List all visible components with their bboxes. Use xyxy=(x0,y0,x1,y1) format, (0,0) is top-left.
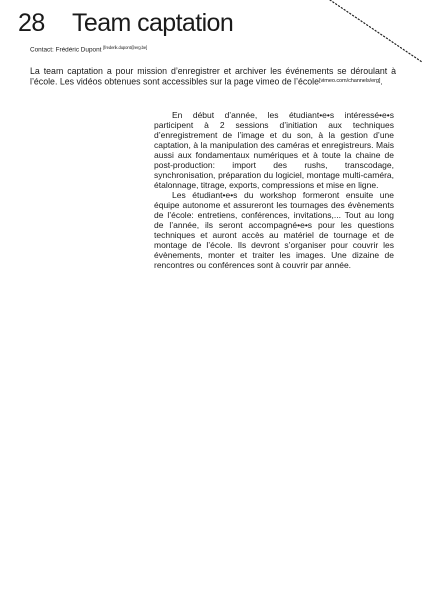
page-number: 28 xyxy=(18,9,45,37)
intro-text: La team captation a pour mission d’enregistrer et archiver les événements se déroulant à l’école. Les vidéos obtenues sont accessibles sur la page vimeo de l’école xyxy=(30,66,396,87)
contact-email: [frederik.dupont@erg.be] xyxy=(103,45,148,50)
page-title: Team captation xyxy=(72,9,234,37)
body-text-block xyxy=(154,110,394,270)
body-paragraph-1: En début d’année, les étudiant•e•s intéressé•e•s participent à 2 sessions d’initiation aux techniques d’enregistrement de l’image et du son, à la gestion d’une captation, à la manipulation des caméras et enregistreurs. Mais aussi aux fondamentaux numériques et à toute la chaine de post-production: import des rushs, transcodage, synchronisation, préparation du logiciel, montage multi-caméra, étalonnage, titrage, exports, compressions et mise en ligne. xyxy=(154,110,394,190)
contact-line xyxy=(30,44,147,55)
body-paragraph-2: Les étudiant•e•s du workshop formeront ensuite une équipe autonome et assureront les tournages des évènements de l’école: entretiens, conférences, invitations,... Tout au long de l’année, ils seront accompagné•e•s pour les questions techniques et auront accès au matériel de tournage et de montage de l’école. Ils devront s’organiser pour couvrir les évènements, monter et traiter les images. Une dizaine de rencontres ou conférences sont à couvrir par année. xyxy=(154,190,394,270)
contact-label: Contact: Frédéric Dupont xyxy=(30,46,102,54)
intro-paragraph xyxy=(30,66,396,87)
intro-tail: . xyxy=(380,76,383,87)
decorative-dotted-line xyxy=(312,0,422,70)
vimeo-link-note: [vimeo.com/channels/erg] xyxy=(319,78,381,85)
